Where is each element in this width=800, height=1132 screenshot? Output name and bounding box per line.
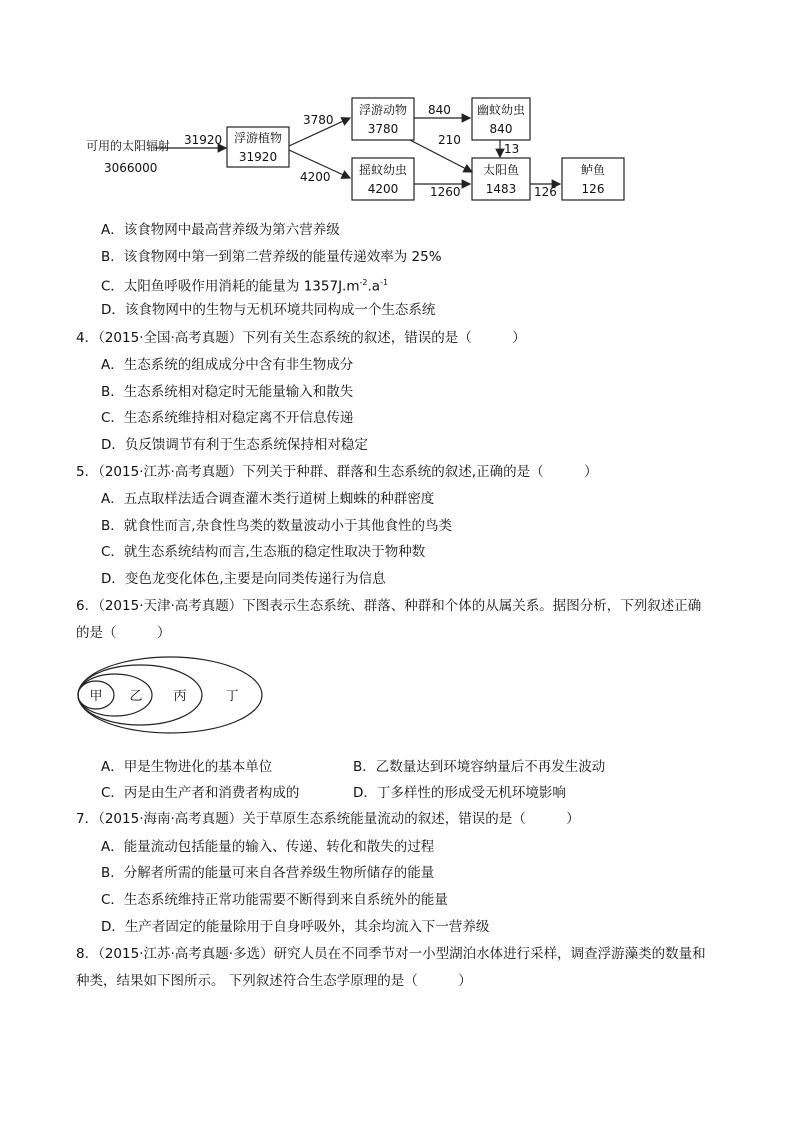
nested-ellipses-diagram — [0, 650, 800, 750]
arrow-label-126: 126 — [534, 185, 557, 199]
ellipse-label-yi: 乙 — [129, 689, 143, 704]
q6-stem-line1: 6．（2015·天津·高考真题）下图表示生态系统、群落、种群和个体的从属关系。据图分析，下列叙述正确 — [76, 598, 702, 614]
box-value-bass: 126 — [581, 182, 605, 196]
arrow-label-4200: 4200 — [300, 170, 331, 184]
q3-option-d: D．该食物网中的生物与无机环境共同构成一个生态系统 — [101, 302, 436, 318]
box-label-bass: 鲈鱼 — [580, 163, 606, 177]
q6-stem-line2: 的是（ ） — [76, 625, 171, 641]
q3-option-b: B．该食物网中第一到第二营养级的能量传递效率为 25% — [101, 249, 442, 265]
q7-option-d: D．生产者固定的能量除用于自身呼吸外，其余均流入下一营养级 — [101, 919, 490, 935]
q3-option-a: A．该食物网中最高营养级为第六营养级 — [101, 222, 340, 238]
arrow-label-3780: 3780 — [303, 113, 334, 127]
q8-stem-line2: 种类，结果如下图所示。 下列叙述符合生态学原理的是（ ） — [76, 973, 472, 989]
q7-stem: 7．（2015·海南·高考真题）关于草原生态系统能量流动的叙述，错误的是（ ） — [76, 811, 580, 827]
box-value-phantom-midge: 840 — [489, 122, 513, 136]
q5-option-a: A．五点取样法适合调查灌木类行道树上蜘蛛的种群密度 — [101, 491, 435, 507]
ellipse-label-bing: 丙 — [173, 689, 187, 704]
unit-sup-1: -2 — [359, 278, 368, 287]
box-value-sunfish: 1483 — [485, 182, 517, 196]
q4-option-b: B．生态系统相对稳定时无能量输入和散失 — [101, 384, 354, 400]
input-value: 31920 — [184, 133, 223, 147]
food-web-diagram — [0, 0, 800, 215]
box-label-sunfish: 太阳鱼 — [482, 163, 520, 177]
unit-sup-2: -1 — [380, 278, 389, 287]
q7-option-c: C．生态系统维持正常功能需要不断得到来自系统外的能量 — [101, 892, 448, 908]
q4-option-d: D．负反馈调节有利于生态系统保持相对稳定 — [101, 437, 368, 453]
box-value-phytoplankton: 31920 — [238, 150, 278, 164]
q6-option-a: A．甲是生物进化的基本单位 — [101, 759, 273, 775]
source-label: 可用的太阳辐射 — [86, 139, 171, 153]
q6-option-c: C．丙是由生产者和消费者构成的 — [101, 785, 300, 801]
q3-option-c-text: C．太阳鱼呼吸作用消耗的能量为 1357J.m — [101, 278, 360, 295]
q5-stem: 5．（2015·江苏·高考真题）下列关于种群、群落和生态系统的叙述,正确的是（ ） — [76, 464, 598, 480]
q4-option-c: C．生态系统维持相对稳定离不开信息传递 — [101, 410, 354, 426]
box-label-zooplankton: 浮游动物 — [358, 103, 408, 117]
unit-mid: .a — [367, 278, 381, 295]
box-label-phantom-midge: 幽蚊幼虫 — [476, 103, 526, 117]
box-value-midge-larva: 4200 — [367, 182, 399, 196]
q6-option-d: D．丁多样性的形成受无机环境影响 — [353, 785, 566, 801]
box-value-zooplankton: 3780 — [367, 122, 399, 136]
q7-option-b: B．分解者所需的能量可来自各营养级生物所储存的能量 — [101, 865, 435, 881]
q5-option-c: C．就生态系统结构而言,生态瓶的稳定性取决于物种数 — [101, 544, 426, 560]
q8-stem-line1: 8．（2015·江苏·高考真题·多选）研究人员在不同季节对一小型湖泊水体进行采样，调查浮游藻类的数量和 — [76, 946, 706, 962]
box-label-phytoplankton: 浮游植物 — [233, 131, 283, 145]
q4-option-a: A．生态系统的组成成分中含有非生物成分 — [101, 357, 354, 373]
ellipse-label-ding: 丁 — [225, 689, 239, 704]
arrow-label-210: 210 — [438, 133, 461, 147]
q3-option-c — [101, 274, 388, 296]
q5-option-b: B．就食性而言,杂食性鸟类的数量波动小于其他食性的鸟类 — [101, 518, 453, 534]
arrow-label-1260: 1260 — [430, 185, 461, 199]
box-label-midge-larva: 摇蚊幼虫 — [358, 163, 408, 177]
arrow-label-13: 13 — [504, 142, 520, 156]
ellipse-label-jia: 甲 — [89, 689, 103, 704]
q4-stem: 4．（2015·全国·高考真题）下列有关生态系统的叙述，错误的是（ ） — [76, 330, 526, 346]
q6-option-b: B．乙数量达到环境容纳量后不再发生波动 — [353, 759, 606, 775]
q7-option-a: A．能量流动包括能量的输入、传递、转化和散失的过程 — [101, 839, 435, 855]
source-value: 3066000 — [104, 161, 158, 175]
q5-option-d: D．变色龙变化体色,主要是向同类传递行为信息 — [101, 571, 386, 587]
arrow-label-840: 840 — [428, 103, 451, 117]
